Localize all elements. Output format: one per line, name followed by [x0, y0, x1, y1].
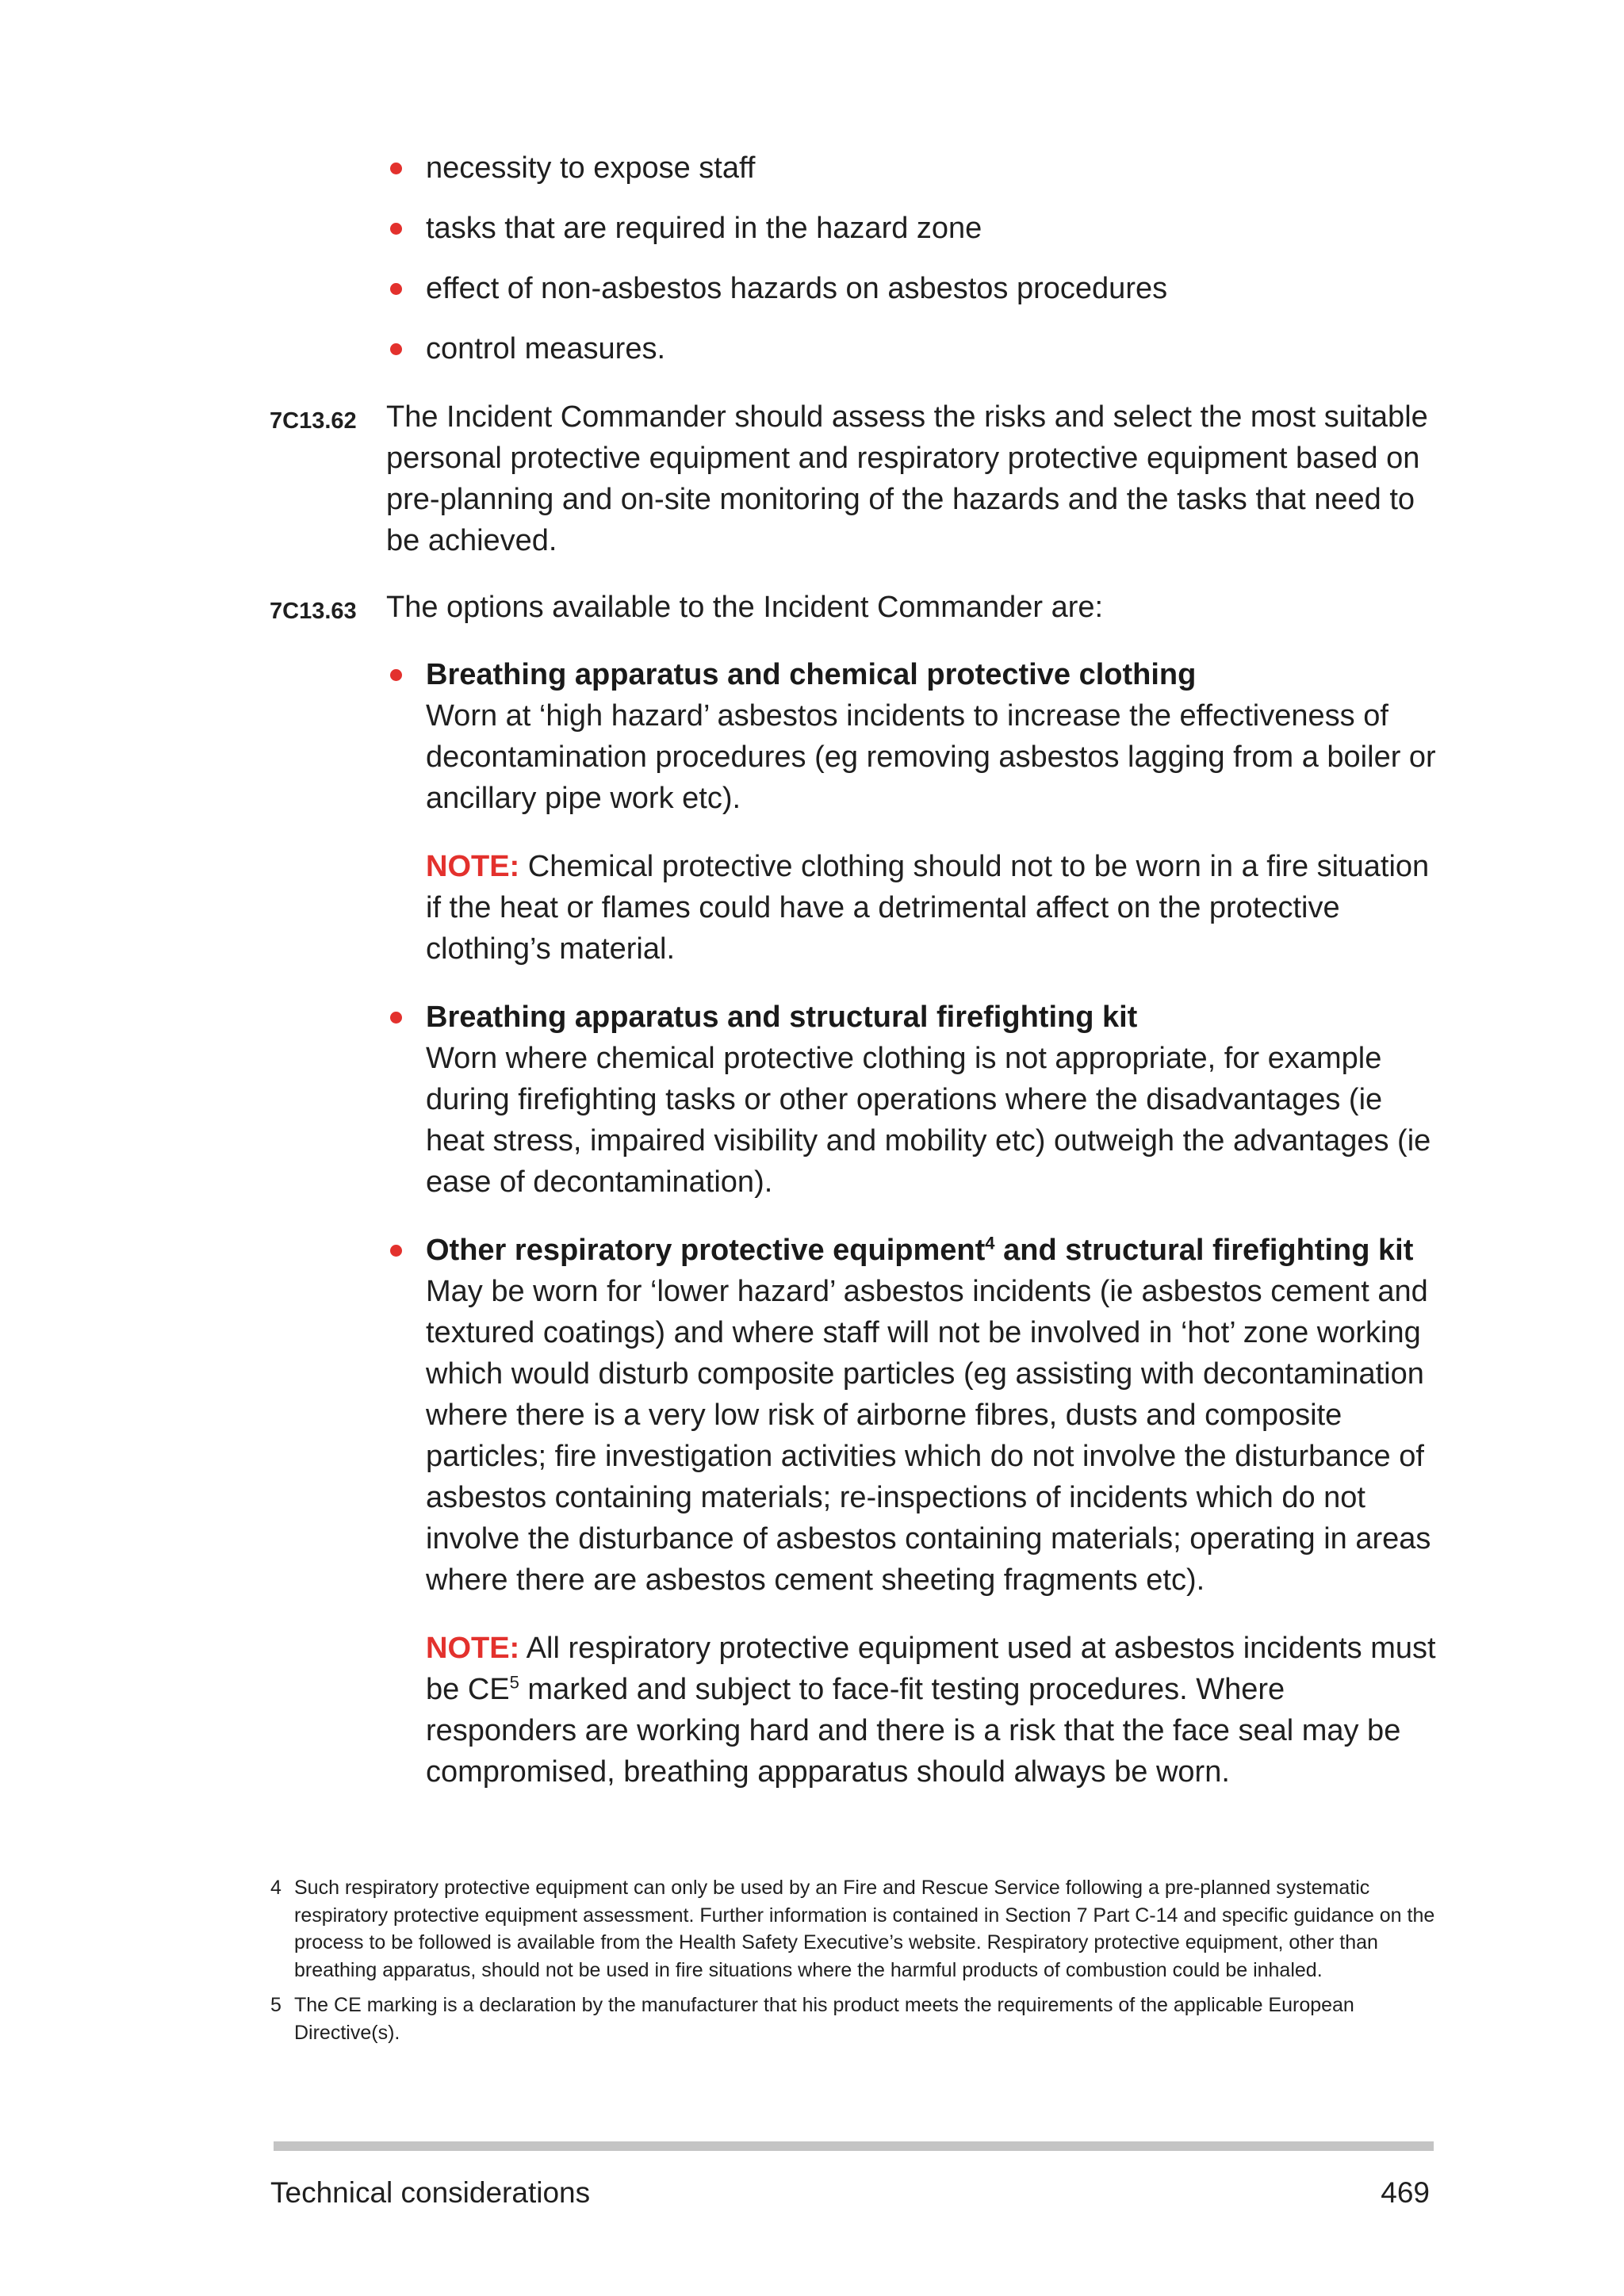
paragraph-number: 7C13.63: [270, 599, 357, 624]
footnotes: [270, 1874, 1436, 2054]
option-title-part: and structural firefighting kit: [994, 1234, 1414, 1267]
note-label: NOTE:: [426, 850, 520, 883]
list-item-text: effect of non-asbestos hazards on asbestos procedures: [426, 272, 1168, 305]
bullet-dot-icon: [390, 283, 402, 295]
paragraph-text: The options available to the Incident Commander are:: [386, 591, 1104, 624]
option-ba-chemical-clothing: [387, 654, 1442, 970]
page-number: 469: [1381, 2176, 1430, 2209]
option-other-rpe: [387, 1230, 1442, 1793]
list-item: [387, 328, 1434, 369]
list-item: [387, 268, 1434, 309]
bullet-dot-icon: [390, 223, 402, 235]
option-title-part: Other respiratory protective equipment: [426, 1234, 986, 1267]
option-title: Breathing apparatus and structural firefighting kit: [426, 1001, 1138, 1034]
footnote-number: 4: [270, 1877, 282, 1899]
option-ba-structural-kit: [387, 997, 1442, 1203]
footnote-text: The CE marking is a declaration by the manufacturer that his product meets the requirements of the applicable European Directive(s).: [294, 1994, 1354, 2044]
bullet-dot-icon: [390, 1245, 402, 1257]
note-text: Chemical protective clothing should not to be worn in a fire situation if the heat or flames could have a detrimental affect on the protective clothing’s material.: [426, 850, 1430, 966]
option-body: Worn at ‘high hazard’ asbestos incidents to increase the effectiveness of decontamination procedures (eg removing asbestos lagging from a boiler or ancillary pipe work etc).: [426, 699, 1436, 815]
paragraph-text: The Incident Commander should assess the risks and select the most suitable personal protective equipment and respiratory protective equipment based on pre-planning and on-site monitoring of the hazards and the tasks that need to be achieved.: [386, 400, 1428, 557]
footnote-ref: 4: [985, 1233, 995, 1253]
paragraph-number: 7C13.62: [270, 408, 357, 434]
bullet-dot-icon: [390, 163, 402, 174]
footnote-ref: 5: [509, 1672, 519, 1693]
list-item: [387, 208, 1434, 249]
footnote-number: 5: [270, 1994, 282, 2016]
intro-bullet-list: [387, 147, 1434, 388]
list-item: [387, 147, 1434, 189]
option-title: Breathing apparatus and chemical protective clothing: [426, 658, 1197, 691]
bullet-dot-icon: [390, 669, 402, 681]
note-text: All respiratory protective equipment used at asbestos incidents must be CE: [426, 1632, 1436, 1706]
note-block: [426, 846, 1442, 970]
footnote-text: Such respiratory protective equipment can only be used by an Fire and Rescue Service following a pre-planned systematic respiratory protective equipment assessment. Further information is contained in Section 7 Part C-14 and specific guidance on the process to be followed is available from the Health Safety Executive’s website. Respiratory protective equipment, other than breathing apparatus, should not be used in fire situations where the harmful products of combustion could be inhaled.: [294, 1877, 1435, 1981]
option-title: [426, 1234, 1413, 1267]
options-list: [387, 654, 1442, 1793]
note-text: marked and subject to face-fit testing procedures. Where responders are working hard and there is a risk that the face seal may be compromised, breathing appparatus should always be worn.: [426, 1673, 1401, 1789]
bullet-dot-icon: [390, 343, 402, 355]
footnote: [270, 1874, 1436, 1984]
note-label: NOTE:: [426, 1632, 520, 1665]
list-item-text: tasks that are required in the hazard zone: [426, 212, 982, 245]
list-item-text: control measures.: [426, 332, 666, 365]
footnote: [270, 1992, 1436, 2046]
note-block: [426, 1628, 1442, 1793]
bullet-dot-icon: [390, 1012, 402, 1024]
option-body: May be worn for ‘lower hazard’ asbestos incidents (ie asbestos cement and textured coatings) and where staff will not be involved in ‘hot’ zone working which would disturb composite particles (eg assisting with decontamination where there is a very low risk of airborne fibres, dusts and composite particles; fire investigation activities which do not involve the disturbance of asbestos containing materials; re-inspections of incidents which do not involve the disturbance of asbestos containing materials; operating in areas where there are asbestos cement sheeting fragments etc).: [426, 1275, 1431, 1597]
footer-rule: [274, 2141, 1434, 2151]
footer-section-title: Technical considerations: [270, 2176, 591, 2209]
option-body: Worn where chemical protective clothing is not appropriate, for example during firefighting tasks or other operations where the disadvantages (ie heat stress, impaired visibility and mobility etc) outweigh the advantages (ie ease of decontamination).: [426, 1042, 1431, 1199]
list-item-text: necessity to expose staff: [426, 151, 756, 185]
